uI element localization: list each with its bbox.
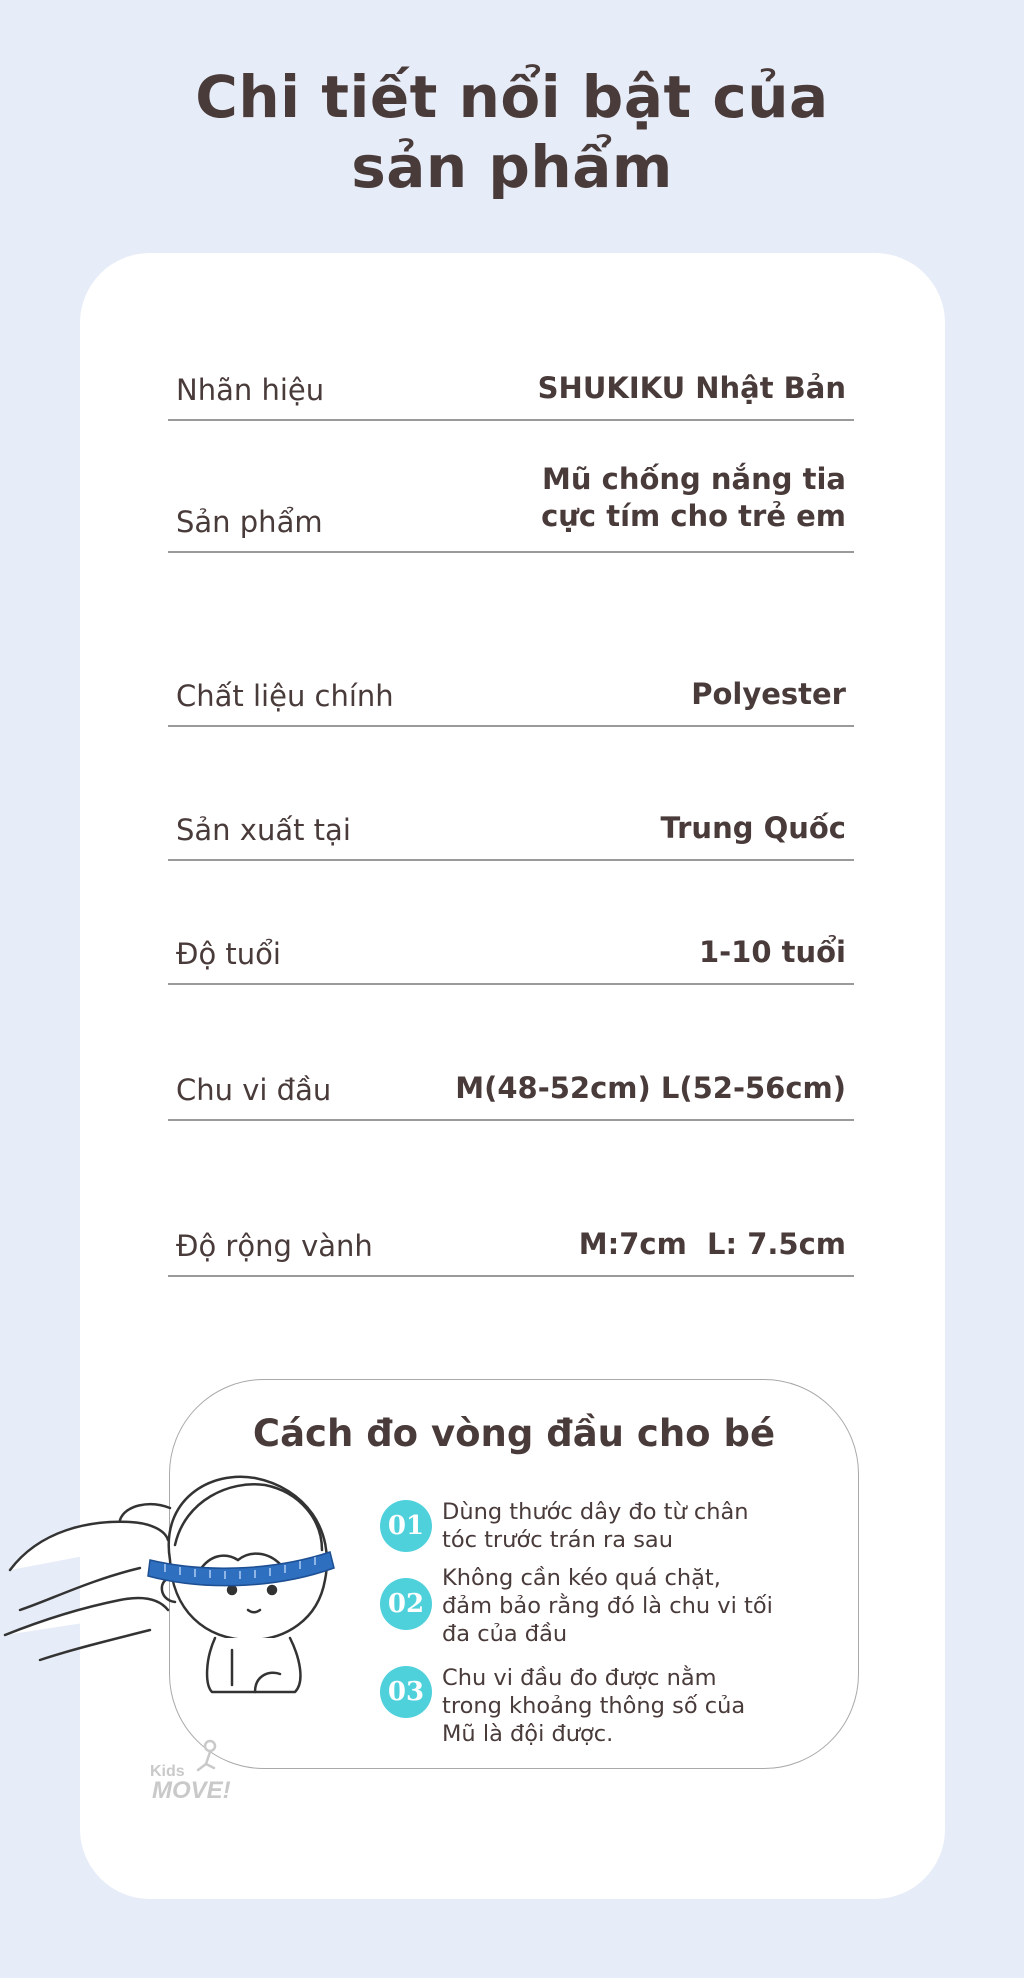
spec-row-brand [168,353,854,421]
step-text: Không cần kéo quá chặt, đảm bảo rằng đó là chu vi tối đa của đầu [442,1565,773,1647]
measure-guide-title: Cách đo vòng đầu cho bé [252,1412,776,1455]
page-title-line-2: sản phẩm [351,133,673,201]
spec-label: Sản phẩm [176,505,323,539]
kids-move-logo-icon [148,1738,248,1808]
step-badge-03: 03 [380,1666,432,1718]
spec-label: Sản xuất tại [176,813,351,847]
spec-label: Chu vi đầu [176,1073,332,1107]
step-badge-01: 01 [380,1500,432,1552]
spec-value: M:7cm L: 7.5cm [578,1227,846,1261]
spec-row-material [168,653,854,727]
spec-row-brim-width [168,1203,854,1277]
spec-label: Độ rộng vành [176,1229,373,1263]
child-head-measuring-illustration-icon [0,1460,360,1700]
step-badge-02: 02 [380,1578,432,1630]
page-title [0,62,1024,202]
step-text: Dùng thước dây đo từ chân tóc trước trán ra sau [442,1499,749,1553]
spec-row-origin [168,789,854,861]
spec-value: Mũ chống nắng tia cực tím cho trẻ em [541,462,846,533]
spec-value: 1-10 tuổi [698,935,846,969]
spec-label: Chất liệu chính [176,679,394,713]
logo-text-bottom: MOVE! [152,1777,231,1804]
spec-row-head-circumference [168,1049,854,1121]
spec-value: Trung Quốc [660,811,846,845]
spec-row-age [168,913,854,985]
spec-value: Polyester [691,677,846,711]
spec-label: Nhãn hiệu [176,373,325,407]
spec-value: SHUKIKU Nhật Bản [537,371,846,405]
spec-row-product [168,461,854,553]
logo-text-top: Kids [150,1763,185,1780]
kids-move-logo [148,1738,248,1812]
spec-value: M(48-52cm) L(52-56cm) [455,1071,846,1105]
spec-label: Độ tuổi [176,937,281,971]
page-title-line-1: Chi tiết nổi bật của [195,63,829,131]
step-text: Chu vi đầu đo được nằm trong khoảng thông số của Mũ là đội được. [442,1665,746,1747]
